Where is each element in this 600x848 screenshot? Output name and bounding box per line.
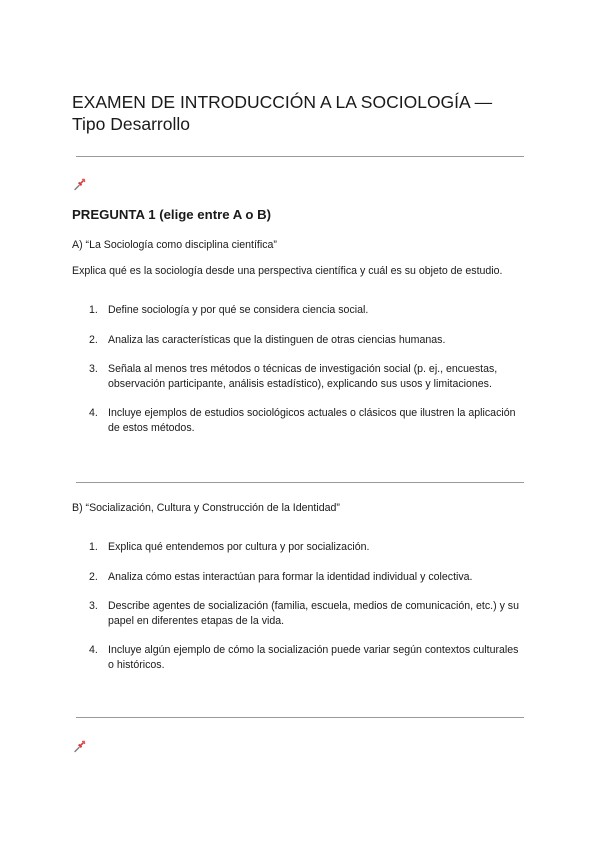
list-item: [72, 599, 526, 628]
list-item-number: 2.: [89, 333, 98, 346]
list-item-number: 4.: [89, 644, 98, 656]
list-item-text: Analiza las características que la distinguen de otras ciencias humanas.: [108, 333, 446, 346]
list-item-text: Describe agentes de socialización (familia, escuela, medios de comunicación, etc.) y su papel en diferentes etapas de la vida.: [108, 600, 519, 627]
list-item-number: 3.: [89, 600, 98, 612]
divider: [76, 482, 524, 483]
list-item: [72, 406, 526, 435]
option-b-title: B) “Socialización, Cultura y Construcción de la Identidad”: [72, 502, 340, 514]
list-item-number: 2.: [89, 570, 98, 583]
list-item-number: 3.: [89, 363, 98, 375]
list-item-text: Incluye algún ejemplo de cómo la socialización puede variar según contextos culturales o históricos.: [108, 644, 519, 671]
option-b-list: [72, 540, 526, 687]
title-line-1: EXAMEN DE INTRODUCCIÓN A LA SOCIOLOGÍA —: [72, 92, 493, 112]
list-item-number: 1.: [89, 304, 98, 316]
option-a-intro: Explica qué es la sociología desde una perspectiva científica y cuál es su objeto de estudio.: [72, 265, 503, 277]
list-item: [72, 333, 526, 348]
question-1-heading: PREGUNTA 1 (elige entre A o B): [72, 207, 272, 222]
list-item-text: Incluye ejemplos de estudios sociológicos actuales o clásicos que ilustren la aplicación de estos métodos.: [108, 407, 516, 434]
list-item: [72, 303, 526, 318]
list-item: [72, 643, 526, 672]
list-item-text: Señala al menos tres métodos o técnicas de investigación social (p. ej., encuestas, observación participante, análisis estadístico), explicando sus usos y limitaciones.: [108, 363, 498, 390]
page-title: [72, 91, 526, 135]
divider: [76, 156, 524, 157]
option-a-list: [72, 303, 526, 450]
pushpin-icon: [73, 177, 87, 191]
list-item: [72, 540, 526, 555]
list-item-text: Explica qué entendemos por cultura y por socialización.: [108, 541, 370, 553]
list-item-number: 1.: [89, 541, 98, 553]
title-line-2: Tipo Desarrollo: [72, 114, 191, 134]
list-item-text: Define sociología y por qué se considera ciencia social.: [108, 304, 369, 316]
list-item: [72, 570, 526, 585]
option-a-title: A) “La Sociología como disciplina científica”: [72, 239, 277, 251]
list-item-number: 4.: [89, 407, 98, 419]
list-item-text: Analiza cómo estas interactúan para formar la identidad individual y colectiva.: [108, 570, 473, 583]
divider: [76, 717, 524, 718]
pushpin-icon: [73, 739, 87, 753]
list-item: [72, 362, 526, 391]
